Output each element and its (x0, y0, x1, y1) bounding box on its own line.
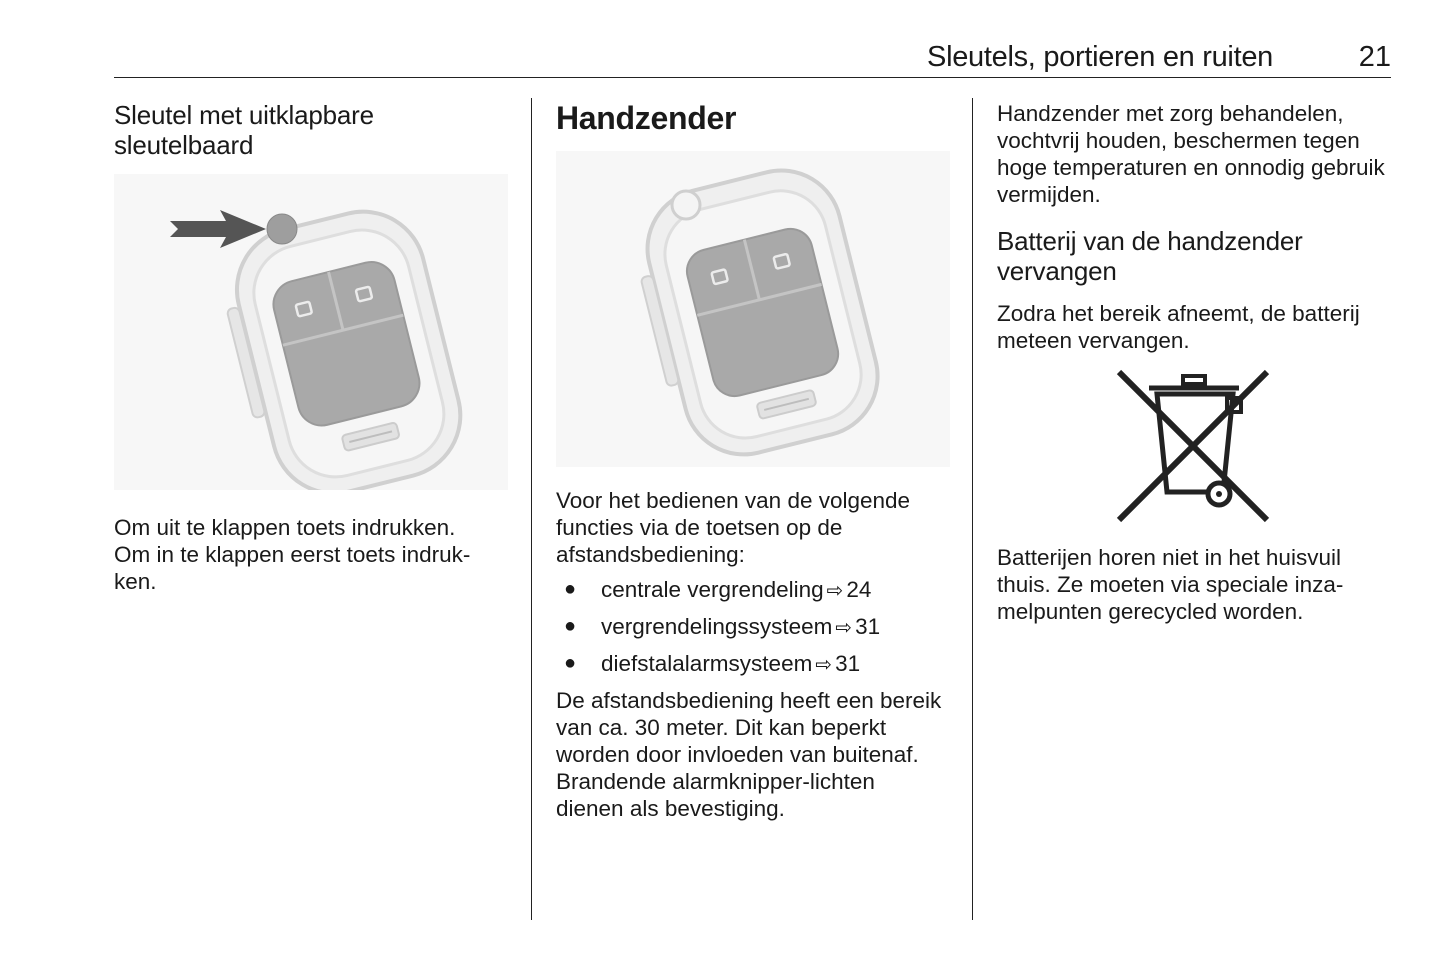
cross-reference-page: 24 (846, 577, 872, 602)
battery-replace-instruction: Zodra het bereik afneemt, de batterij meteen vervangen. (997, 301, 1360, 353)
page-number: 21 (1358, 41, 1391, 73)
column-divider-2 (972, 98, 973, 920)
chapter-title: Sleutels, portieren en ruiten (927, 41, 1273, 73)
column-divider-1 (531, 98, 532, 920)
remote-control-icon (556, 151, 950, 467)
cross-reference-page: 31 (855, 614, 881, 639)
column-key (114, 100, 514, 595)
list-item: ● centrale vergrendeling ⇨ 24 (564, 577, 872, 602)
cross-reference-page: 31 (835, 651, 861, 676)
cross-reference-arrow-icon: ⇨ (815, 654, 833, 676)
list-item: ● vergrendelingssysteem ⇨ 31 (564, 614, 881, 639)
section-heading-battery: Batterij van de handzender vervangen (997, 226, 1303, 286)
page-header (114, 40, 1391, 78)
bullet-icon: ● (564, 578, 577, 600)
bullet-icon: ● (564, 652, 577, 674)
functions-intro: Voor het bedienen van de volgende functies via de toetsen op de afstandsbediening: (556, 488, 911, 567)
list-item: ● diefstalalarmsysteem ⇨ 31 (564, 651, 861, 676)
folding-key-illustration (114, 174, 508, 490)
fold-instruction: Om in te klappen eerst toets indruk-ken. (114, 542, 471, 594)
section-heading-key: Sleutel met uitklapbare sleutelbaard (114, 100, 374, 160)
disposal-notice: Batterijen horen niet in het huisvuil thuis. Ze moeten via speciale inza-melpunten gerecycled worden. (997, 545, 1344, 624)
weee-symbol (1115, 368, 1271, 524)
functions-list (556, 576, 952, 679)
care-instructions: Handzender met zorg behandelen, vochtvrij houden, beschermen tegen hoge temperaturen en onnodig gebruik vermijden. (997, 101, 1385, 207)
folding-key-icon (114, 174, 508, 490)
range-description: De afstandsbediening heeft een bereik van ca. 30 meter. Dit kan beperkt worden door invloeden van buitenaf. Brandende alarmknipper-lichten dienen als bevestiging. (556, 688, 942, 821)
bullet-icon: ● (564, 615, 577, 637)
column-remote (556, 99, 952, 822)
unfold-instruction: Om uit te klappen toets indrukken. (114, 515, 456, 540)
cross-reference-arrow-icon: ⇨ (826, 580, 844, 602)
section-title-handzender: Handzender (556, 100, 737, 136)
column-battery (997, 100, 1391, 625)
remote-control-illustration (556, 151, 950, 467)
crossed-out-wheelie-bin-icon (1115, 368, 1271, 524)
cross-reference-arrow-icon: ⇨ (835, 617, 853, 639)
